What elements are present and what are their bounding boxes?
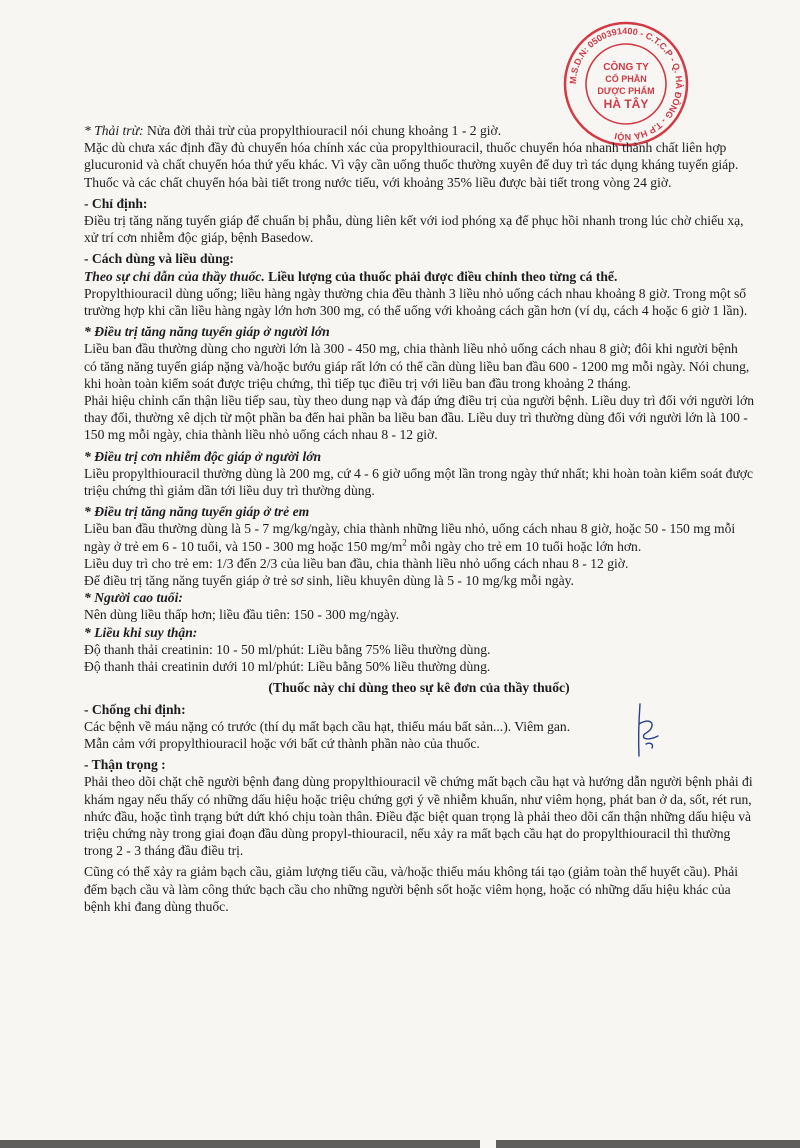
nguoi-lon-paragraph-2: Phải hiệu chỉnh cẩn thận liều tiếp sau, tùy theo dung nạp và đáp ứng điều trị của người bệnh. Liều duy trì đối với người lớn thay đổi, thường xê dịch từ một phần ba đến hai phần ba liều ban đầu. Liều duy trì thường dùng đối với người lớn là 100 - 150 mg mỗi ngày, chia thành liều nhỏ uống cách nhau 8 - 12 giờ. bbox=[84, 393, 754, 443]
tre-em-p1-a: Liều ban đầu thường dùng là 5 - 7 mg/kg/ngày, chia thành những liều nhỏ, uống cách nhau 8 giờ, hoặc 50 - 150 mg mỗi ngày ở trẻ em 6 - 10 tuổi, và 150 - 300 mg hoặc 150 mg/m bbox=[84, 521, 736, 554]
prescription-note: (Thuốc này chỉ dùng theo sự kê đơn của thầy thuốc) bbox=[268, 680, 570, 696]
stamp-ring-text: M.S.D.N: 0500391400 - C.T.C.P - Q. HÀ ĐÔNG - T.P HÀ NỘI bbox=[567, 25, 685, 143]
than-trong-heading: - Thận trọng : bbox=[84, 757, 166, 773]
nguoi-lon-paragraph-1: Liều ban đầu thường dùng cho người lớn là 300 - 450 mg, chia thành liều nhỏ uống cách nhau 8 giờ; đôi khi người bệnh có tăng năng tuyến giáp nặng và/hoặc bướu giáp rất lớn có thể cần dùng liều ban đầu 600 - 1200 mg mỗi ngày. Nói chung, khi hoàn toàn kiểm soát được triệu chứng, thì tiếp tục điều trị với liều ban đầu trong khoảng 2 tháng. bbox=[84, 341, 750, 391]
cao-tuoi-heading: * Người cao tuổi: bbox=[84, 590, 183, 606]
cach-dung-paragraph: Propylthiouracil dùng uống; liều hàng ngày thường chia đều thành 3 liều nhỏ uống cách nhau khoảng 8 giờ. Trong một số trường hợp khi cần liều hàng ngày lớn hơn 300 mg, có thể uống với khoảng cách gần hơn (ví dụ, cách 4 hoặc 6 giờ 1 lần). bbox=[84, 285, 748, 319]
stamp-line2: CỔ PHẦN bbox=[605, 74, 647, 84]
chong-chi-dinh-heading: - Chống chỉ định: bbox=[84, 701, 186, 717]
tre-em-paragraph-1 bbox=[84, 520, 754, 554]
stamp-line1: CÔNG TY bbox=[603, 62, 649, 73]
tre-em-heading: * Điều trị tăng năng tuyến giáp ở trẻ em bbox=[84, 504, 310, 520]
tre-em-p1-sup: 2 bbox=[402, 537, 407, 548]
nguoi-lon-heading: * Điều trị tăng năng tuyến giáp ở người lớn bbox=[84, 324, 330, 340]
chong-chi-dinh-paragraph-2: Mẫn cảm với propylthiouracil hoặc với bất cứ thành phần nào của thuốc. bbox=[84, 735, 480, 751]
thai-tru-label: * Thải trừ: bbox=[84, 123, 144, 138]
thai-tru-paragraph-2: Mặc dù chưa xác định đầy đủ chuyển hóa chính xác của propylthiouracil, thuốc chuyển hóa nhanh thành chất liên hợp glucuronid và chất chuyển hóa thứ yếu khác. Vì vậy cần uống thuốc thường xuyên để duy trì tác dụng kháng tuyến giáp. Thuốc và các chất chuyển hóa bài tiết trong nước tiểu, với khoảng 35% liều được bài tiết trong vòng 24 giờ. bbox=[84, 140, 739, 190]
tre-em-paragraph-3: Để điều trị tăng năng tuyến giáp ở trẻ sơ sinh, liều khuyên dùng là 5 - 10 mg/kg mỗi ngày. bbox=[84, 573, 574, 589]
cach-dung-heading: - Cách dùng và liều dùng: bbox=[84, 251, 234, 267]
cach-dung-lead-bold: Liều lượng của thuốc phải được điều chỉnh theo từng cá thể. bbox=[264, 268, 618, 284]
than-trong-paragraph-2: Cũng có thể xảy ra giảm bạch cầu, giảm lượng tiểu cầu, và/hoặc thiếu máu không tái tạo (giảm toàn thể huyết cầu). Phải đếm bạch cầu và làm công thức bạch cầu cho những người bệnh sốt hoặc viêm họng, hoặc có những dấu hiệu khác của bệnh khi đang dùng thuốc. bbox=[84, 864, 739, 914]
bottom-edge bbox=[0, 1140, 800, 1148]
tre-em-p1-b: mỗi ngày cho trẻ em 10 tuổi hoặc lớn hơn. bbox=[406, 538, 642, 554]
con-nhiem-paragraph: Liều propylthiouracil thường dùng là 200 mg, cứ 4 - 6 giờ uống một lần trong ngày thứ nhất; khi hoàn toàn kiểm soát được triệu chứng thì giảm dần tới liều duy trì thường dùng. bbox=[84, 465, 754, 499]
cach-dung-lead-italic: Theo sự chỉ dẫn của thầy thuốc. bbox=[84, 268, 265, 284]
stamp-line3: DƯỢC PHẨM bbox=[597, 86, 655, 96]
tre-em-paragraph-2: Liều duy trì cho trẻ em: 1/3 đến 2/3 của liều ban đầu, chia thành liều nhỏ uống cách nhau 8 - 12 giờ. bbox=[84, 555, 629, 571]
cach-dung-lead bbox=[84, 268, 754, 285]
chi-dinh-heading: - Chỉ định: bbox=[84, 195, 148, 211]
cao-tuoi-paragraph: Nên dùng liều thấp hơn; liều đầu tiên: 150 - 300 mg/ngày. bbox=[84, 607, 400, 623]
chi-dinh-paragraph: Điều trị tăng năng tuyến giáp để chuẩn bị phẫu, dùng liên kết với iod phóng xạ để phục hồi nhanh trong lúc chờ chiếu xạ, xử trí cơn nhiễm độc giáp, bệnh Basedow. bbox=[84, 213, 744, 246]
stamp-line4: HÀ TÂY bbox=[603, 97, 649, 111]
chong-chi-dinh-paragraph-1: Các bệnh về máu nặng có trước (thí dụ mất bạch cầu hạt, thiếu máu bất sản...). Viêm gan. bbox=[84, 718, 571, 734]
document-body bbox=[84, 122, 754, 915]
thai-tru-text: Nửa đời thải trừ của propylthiouracil nói chung khoảng 1 - 2 giờ. bbox=[143, 123, 502, 138]
suy-than-paragraph-2: Độ thanh thải creatinin dưới 10 ml/phút: Liều bằng 50% liều thường dùng. bbox=[84, 659, 491, 675]
suy-than-paragraph-1: Độ thanh thải creatinin: 10 - 50 ml/phút: Liều bằng 75% liều thường dùng. bbox=[84, 641, 491, 657]
suy-than-heading: * Liều khi suy thận: bbox=[84, 624, 198, 640]
than-trong-paragraph-1: Phải theo dõi chặt chẽ người bệnh đang dùng propylthiouracil về chứng mất bạch cầu hạt và hướng dẫn người bệnh phải đi khám ngay nếu thấy có những dấu hiệu hoặc triệu chứng gợi ý về nhiễm khuẩn, như viêm họng, phát ban ở da, sốt, rét run, nhức đầu, hoặc tình trạng bứt dứt khó chịu toàn thân. Điều đặc biệt quan trọng là phải theo dõi cẩn thận những dấu hiệu và triệu chứng này trong giai đoạn đầu dùng propyl-thiouracil, nếu xảy ra mất bạch cầu hạt do propylthiouracil thì thường trong 2 - 3 tháng đầu điều trị. bbox=[84, 774, 753, 859]
thai-tru-paragraph bbox=[84, 122, 754, 139]
con-nhiem-heading: * Điều trị cơn nhiễm độc giáp ở người lớn bbox=[84, 448, 322, 464]
